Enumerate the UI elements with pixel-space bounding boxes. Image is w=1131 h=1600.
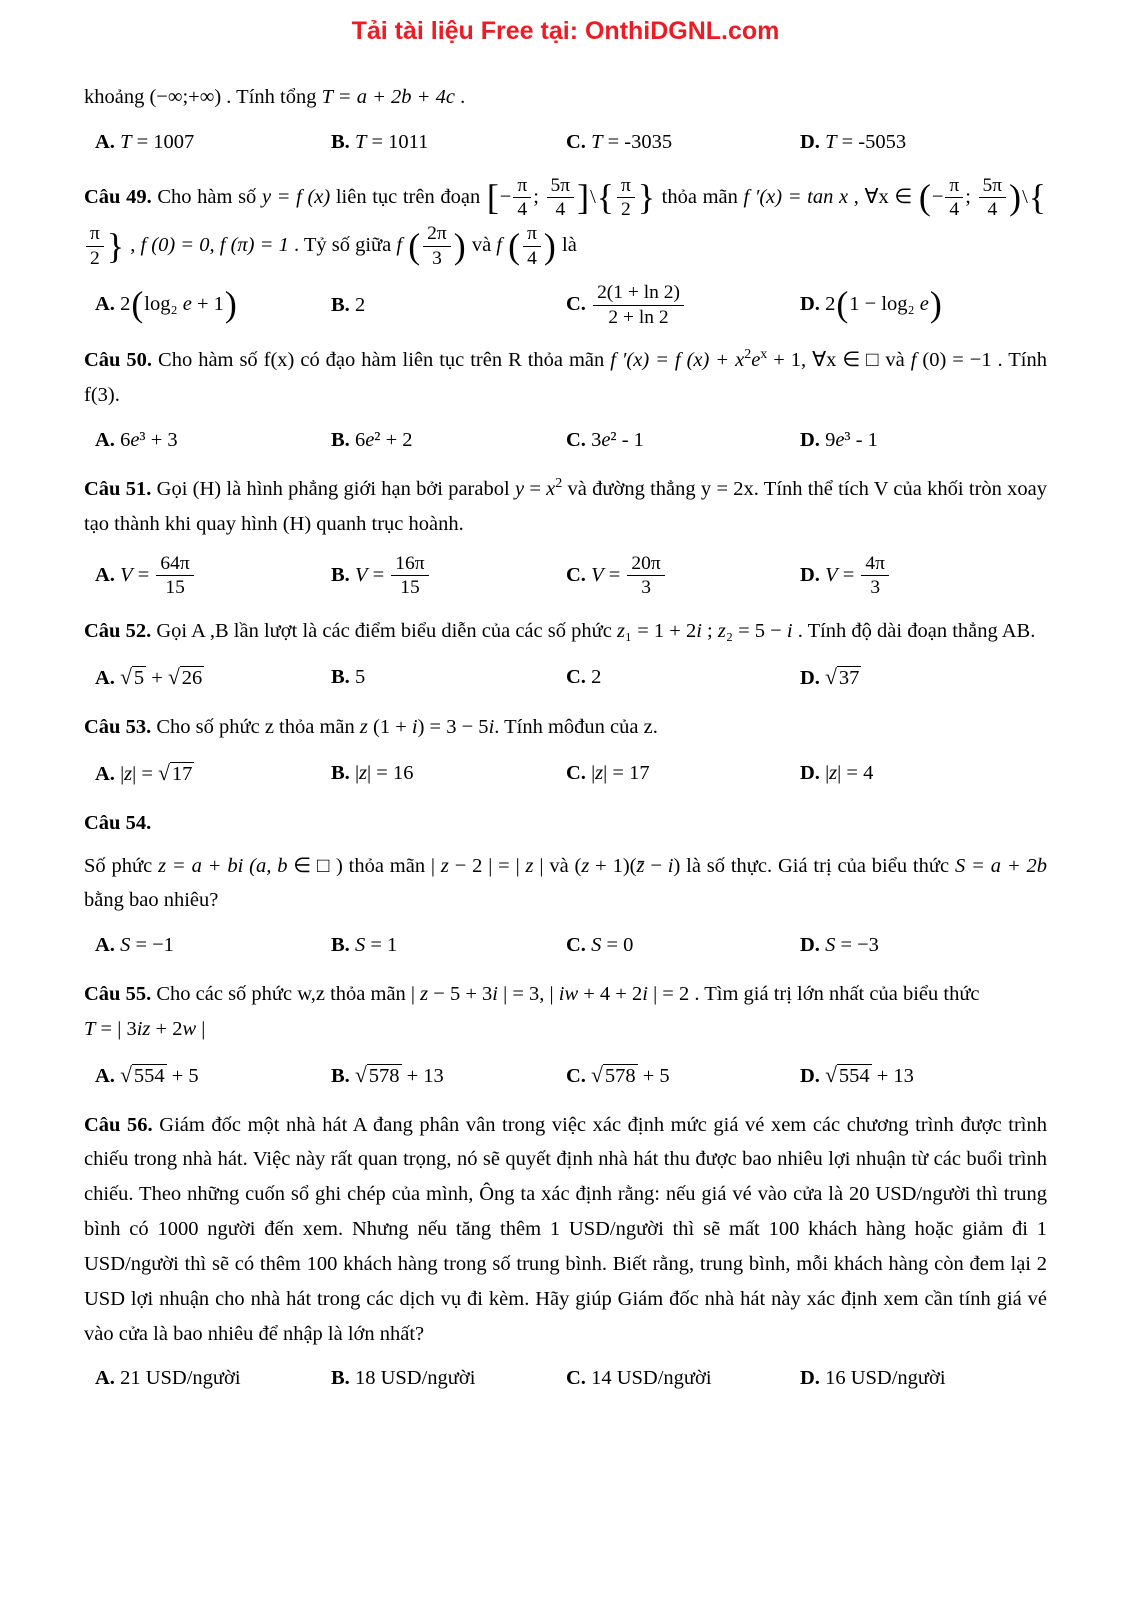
option-b [331,928,566,963]
question-text [84,977,1047,1047]
question-body-text: Cho các số phức w,z thỏa mãn | z − 5 + 3i | = 3, | iw + 4 + 2i | = 2 . Tìm giá trị lớn nhất của biểu thức T = | 3iz + 2w | [84,983,980,1040]
option-c [566,1057,800,1094]
option-key: A. [95,293,121,316]
option-text: √5 + √26 [120,665,203,690]
fraction: $\frac{\pi}{2}$ [617,175,635,222]
option-a [95,423,331,458]
option-key: D. [800,429,826,452]
option-key: C. [566,563,592,586]
option-key: D. [800,1064,826,1087]
option-key: D. [800,667,826,690]
option-key: B. [331,130,355,153]
big-delimiter: ( [918,177,931,218]
fraction: $\frac{\pi}{4}$ [513,175,531,222]
options-row [84,1057,1047,1094]
option-text: 14 USD/người [591,1367,712,1390]
option-key: B. [331,1367,355,1390]
option-key: D. [800,1367,826,1390]
question-body-text: Gọi A ,B lần lượt là các điểm biểu diễn của các số phức z₁ = 1 + 2i ; z₂ = 5 − i . Tính độ dài đoạn thẳng AB. [156,620,1036,643]
big-delimiter: ) [929,284,942,325]
option-text: 2 [591,666,602,689]
option-key: A. [95,667,121,690]
fraction: $\frac{2(1 + \ln 2)}{2 + \ln 2}$ [593,282,684,329]
option-c [566,125,800,160]
option-key: C. [566,934,592,957]
square-root: √554 [120,1062,165,1087]
big-delimiter: { [596,177,614,218]
option-b [331,423,566,458]
option-a [95,928,331,963]
question-body-text: Số phức z = a + bi (a, b ∈ □ ) thỏa mãn | z − 2 | = | z | và (z + 1)(z̄ − i) là số thực. Giá trị của biểu thức S = a + 2b bằng bao nhiêu? [84,854,1047,912]
options-row [84,755,1047,792]
option-key: A. [95,1064,121,1087]
option-key: A. [95,429,121,452]
option-b [331,552,566,601]
fraction: $\frac{5\pi}{4}$ [979,175,1007,222]
option-a [95,1057,331,1094]
option-key: D. [800,761,826,784]
option-text [591,281,686,328]
question-text [84,174,1047,271]
option-b [331,125,566,160]
option-key: B. [331,429,355,452]
option-b [331,1057,566,1094]
question [84,614,1047,696]
fraction: $\frac{16\pi}{15}$ [391,553,428,600]
question-number: Câu 55. [84,983,152,1006]
question [84,806,1047,963]
option-d [800,423,1047,458]
option-text: S = −1 [120,934,174,957]
option-a [95,552,331,601]
square-root: √26 [167,665,203,690]
option-text: |z| = √17 [120,760,193,785]
option-a [95,284,331,325]
option-key: D. [800,934,826,957]
option-d [800,125,1047,160]
big-delimiter: [ [486,177,499,218]
big-delimiter: ) [224,284,237,325]
fraction: $\frac{\pi}{4}$ [945,175,963,222]
option-a [95,659,331,696]
option-text: T = -5053 [825,130,907,153]
option-text: 18 USD/người [354,1367,476,1390]
big-delimiter: ) [453,225,466,266]
options-row [84,423,1047,458]
option-key: C. [566,130,592,153]
big-delimiter: ( [408,225,421,266]
option-c [566,281,800,330]
fraction: $\frac{4\pi}{3}$ [861,553,889,600]
square-root: √554 [825,1062,870,1087]
option-text: 16 USD/người [825,1367,946,1390]
option-key: C. [566,292,592,315]
option-text: S = 1 [354,934,398,957]
option-b [331,288,566,323]
option-c [566,756,800,791]
question [84,472,1047,600]
option-key: A. [95,130,121,153]
option-text: |z| = 17 [591,761,650,784]
page-header [84,16,1047,46]
options-row [84,281,1047,330]
question-number: Câu 50. [84,349,153,372]
question [84,710,1047,792]
option-text: T = 1011 [354,130,429,153]
option-text: 9e³ - 1 [825,429,878,452]
options-row [84,552,1047,601]
option-key: B. [331,666,355,689]
option-text: √578 + 5 [591,1062,670,1087]
option-d [800,552,1047,601]
option-key: A. [95,762,121,785]
option-text: V = $\frac{20\pi}{3}$ [591,564,667,586]
question-text [84,710,1047,745]
options-row [84,125,1047,160]
question-text [84,80,1047,115]
header-site-text: Tải tài liệu Free tại: OnthiDGNL.com [351,17,780,45]
options-row [84,659,1047,696]
option-a [95,755,331,792]
option-key: D. [800,130,826,153]
fraction: $\frac{2\pi}{3}$ [423,223,451,270]
option-b [331,1361,566,1396]
big-delimiter: ] [577,177,590,218]
option-c [566,1361,800,1396]
option-text: |z| = 16 [354,761,414,784]
options-row [84,1361,1047,1396]
option-text: V = $\frac{4\pi}{3}$ [825,564,891,586]
fraction: $\frac{\pi}{2}$ [86,223,104,270]
question-body-text: Cho hàm số y = f (x) liên tục trên đoạn [− $\frac{\pi}{4}$ ; $\frac{5\pi}{4}$ ]\{ $\frac{\pi}{2}$ } thỏa mãn f ′(x) = tan x , ∀x ∈ (− $\frac{\pi}{4}$ ; $\frac{5\pi}{4}$ )\{ $\frac{\pi}{2}$ } , f (0) = 0, f (π) = 1 . Tỷ số giữa f ( $\frac{2\pi}{3}$ ) và f ( $\frac{\pi}{4}$ ) là [84,186,1047,257]
option-key: B. [331,293,355,316]
option-text: S = 0 [591,934,634,957]
big-delimiter: ) [543,225,556,266]
big-delimiter: ( [131,284,144,325]
question-number: Câu 53. [84,715,152,738]
option-text [825,667,861,689]
question-body-text: Cho số phức z thỏa mãn z (1 + i) = 3 − 5i. Tính môđun của z. [156,715,658,738]
question-body-text: khoảng (−∞;+∞) . Tính tổng T = a + 2b + 4c . [84,86,466,108]
option-b [331,756,566,791]
options-row [84,928,1047,963]
option-key: B. [331,934,355,957]
option-a [95,125,331,160]
option-text: |z| = 4 [825,761,874,784]
question-body-text: Cho hàm số f(x) có đạo hàm liên tục trên R thỏa mãn f ′(x) = f $(x) + x^2e^x + 1$, ∀x ∈ □ và f (0) = −1 . Tính f(3). [84,347,1048,407]
question [84,174,1047,330]
option-text: 21 USD/người [120,1367,241,1390]
option-d [800,756,1047,791]
option-d [800,659,1047,696]
question-text [84,1108,1047,1352]
option-text: √554 + 13 [825,1062,914,1087]
option-d [800,284,1047,325]
question [84,1108,1047,1397]
question-body-text: Giám đốc một nhà hát A đang phân vân trong việc xác định mức giá vé xem các chương trình được trình chiếu trong nhà hát. Việc này rất quan trọng, nó sẽ quyết định nhà hát thu được bao nhiêu lợi nhuận từ các buổi trình chiếu. Theo những cuốn sổ ghi chép của mình, Ông ta xác định rằng: nếu giá vé vào cửa là 20 USD/người thì trung bình có 1000 người đến xem. Nhưng nếu tăng thêm 1 USD/người thì sẽ mất 100 khách hàng hoặc giảm đi 1 USD/người thì sẽ có thêm 100 khách hàng trong số trung bình. Biết rằng, trung bình, mỗi khách hàng còn đem lại 2 USD lợi nhuận cho nhà hát trong các dịch vụ đi kèm. Hãy giúp Giám đốc nhà hát này xác định xem cần tính giá vé vào cửa là bao nhiêu để nhập là lớn nhất? [84,1113,1047,1345]
option-text: V = $\frac{64\pi}{15}$ [120,564,196,586]
fraction: $\frac{\pi}{4}$ [523,223,541,270]
option-key: C. [566,761,592,784]
question-number: Câu 56. [84,1113,153,1136]
big-delimiter: } [637,177,656,218]
option-d [800,928,1047,963]
option-text: √578 + 13 [354,1062,444,1087]
big-delimiter: } [106,225,125,266]
big-delimiter: { [1028,177,1046,218]
fraction: $\frac{5\pi}{4}$ [547,175,575,222]
option-key: C. [566,1064,592,1087]
option-key: A. [95,1367,121,1390]
option-d [800,1057,1047,1094]
question [84,977,1047,1094]
option-text: T = 1007 [120,130,195,153]
option-key: D. [800,563,826,586]
square-root: √578 [591,1062,636,1087]
option-d [800,1361,1047,1396]
big-delimiter: ( [836,284,849,325]
big-delimiter: ( [508,225,521,266]
option-text: 6e³ + 3 [120,429,178,452]
option-text: 3e² - 1 [591,429,644,452]
option-key: C. [566,429,592,452]
question-text [84,806,1047,919]
question-text [84,343,1047,413]
option-text: S = −3 [825,934,879,957]
option-key: B. [331,563,355,586]
fraction: $\frac{64\pi}{15}$ [156,553,193,600]
option-c [566,928,800,963]
option-c [566,552,800,601]
question [84,343,1047,458]
option-key: B. [331,1064,355,1087]
fraction: $\frac{20\pi}{3}$ [627,553,664,600]
option-key: D. [800,293,826,316]
square-root: √578 [354,1062,400,1087]
square-root: √5 [120,665,145,690]
exam-body [84,80,1047,1396]
question [84,80,1047,160]
big-delimiter: ) [1009,177,1022,218]
question-number: Câu 52. [84,620,152,643]
option-text: 6e² + 2 [354,429,413,452]
question-text [84,614,1047,649]
option-text: 2(log₂ e + 1) [120,284,237,325]
option-text: 5 [354,666,366,689]
square-root: √17 [158,760,193,785]
option-key: A. [95,934,121,957]
option-c [566,423,800,458]
question-number: Câu 51. [84,478,152,500]
option-text: 2 [354,293,366,316]
option-b [331,660,566,695]
question-text [84,472,1047,542]
option-key: A. [95,563,121,586]
question-number: Câu 54. [84,811,152,834]
question-body-text: Gọi (H) là hình phẳng giới hạn bởi parabol $y = x^2$ và đường thẳng y = 2x. Tính thể tích V của khối tròn xoay tạo thành khi quay hình (H) quanh trục hoành. [84,476,1048,535]
option-text: √554 + 5 [120,1062,199,1087]
option-key: B. [331,761,355,784]
option-text: 2(1 − log₂ e) [825,284,942,325]
question-number: Câu 49. [84,185,152,208]
option-key: C. [566,1367,592,1390]
option-key: C. [566,666,592,689]
option-a [95,1361,331,1396]
option-c [566,660,800,695]
option-text: V = $\frac{16\pi}{15}$ [355,564,431,586]
option-text: T = -3035 [591,130,673,153]
square-root: √37 [825,665,860,690]
